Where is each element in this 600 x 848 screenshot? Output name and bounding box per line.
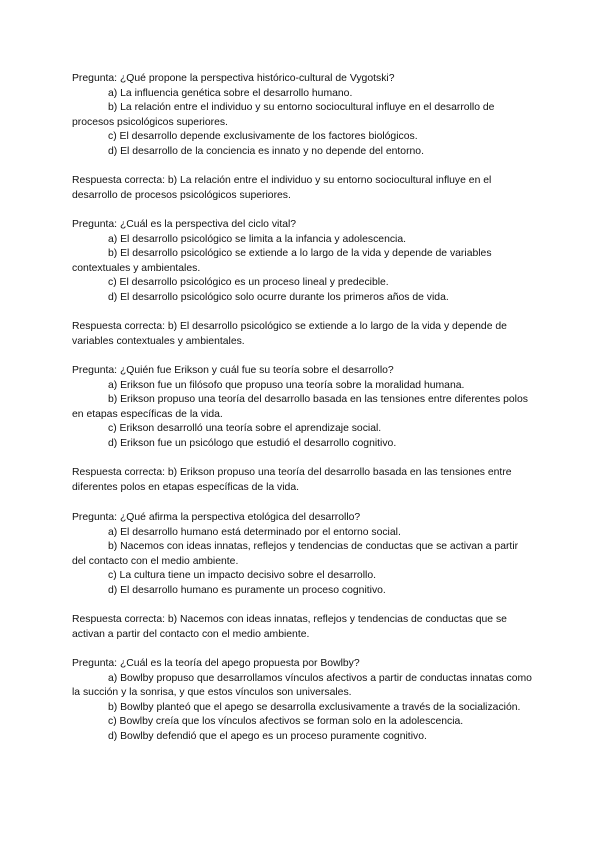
question-block-bowlby xyxy=(72,657,532,745)
question-block-vygotski xyxy=(72,72,532,160)
option-b: b) Nacemos con ideas innatas, reflejos y tendencias de conductas que se activan a partir del contacto con el medio ambiente. xyxy=(72,541,519,567)
option-d: d) El desarrollo humano es puramente un proceso cognitivo. xyxy=(108,584,386,596)
option-b: b) La relación entre el individuo y su entorno sociocultural influye en el desarrollo de procesos psicológicos superiores. xyxy=(72,102,495,128)
option-c: c) Erikson desarrolló una teoría sobre el aprendizaje social. xyxy=(108,423,382,435)
question-text: Pregunta: ¿Qué afirma la perspectiva etológica del desarrollo? xyxy=(72,512,361,523)
question-text: Pregunta: ¿Qué propone la perspectiva histórico-cultural de Vygotski? xyxy=(72,73,395,84)
option-d: d) El desarrollo de la conciencia es innato y no depende del entorno. xyxy=(108,145,424,157)
option-a: a) La influencia genética sobre el desarrollo humano. xyxy=(108,87,353,99)
question-block-erikson xyxy=(72,364,532,452)
option-c: c) La cultura tiene un impacto decisivo sobre el desarrollo. xyxy=(108,570,376,582)
option-a: a) Erikson fue un filósofo que propuso una teoría sobre la moralidad humana. xyxy=(108,379,465,391)
option-a: a) Bowlby propuso que desarrollamos vínculos afectivos a partir de conductas innatas como la succión y la sonrisa, y que estos vínculos son universales. xyxy=(72,672,532,699)
answer-block-ciclo-vital xyxy=(72,320,532,349)
option-d: d) El desarrollo psicológico solo ocurre durante los primeros años de vida. xyxy=(108,291,449,303)
answer-block-erikson xyxy=(72,466,532,495)
correct-answer: Respuesta correcta: b) La relación entre el individuo y su entorno sociocultural influye en el desarrollo de procesos psicológicos superiores. xyxy=(72,175,492,201)
option-c: c) Bowlby creía que los vínculos afectivos se forman solo en la adolescencia. xyxy=(108,716,464,728)
question-text: Pregunta: ¿Cuál es la teoría del apego propuesta por Bowlby? xyxy=(72,658,360,669)
correct-answer: Respuesta correcta: b) El desarrollo psicológico se extiende a lo largo de la vida y depende de variables contextuales y ambientales. xyxy=(72,321,507,347)
option-b: b) Erikson propuso una teoría del desarrollo basada en las tensiones entre diferentes polos en etapas específicas de la vida. xyxy=(72,394,528,420)
option-c: c) El desarrollo psicológico es un proceso lineal y predecible. xyxy=(108,277,389,289)
option-d: d) Bowlby defendió que el apego es un proceso puramente cognitivo. xyxy=(108,730,427,742)
option-b: b) El desarrollo psicológico se extiende a lo largo de la vida y depende de variables contextuales y ambientales. xyxy=(72,248,492,274)
option-b: b) Bowlby planteó que el apego se desarrolla exclusivamente a través de la socialización. xyxy=(108,701,521,713)
option-d: d) Erikson fue un psicólogo que estudió el desarrollo cognitivo. xyxy=(108,437,397,449)
question-text: Pregunta: ¿Quién fue Erikson y cuál fue su teoría sobre el desarrollo? xyxy=(72,365,394,376)
answer-block-etologica xyxy=(72,613,532,642)
question-block-etologica xyxy=(72,511,532,599)
correct-answer: Respuesta correcta: b) Erikson propuso una teoría del desarrollo basada en las tensiones entre diferentes polos en etapas específicas de la vida. xyxy=(72,467,512,493)
answer-block-vygotski xyxy=(72,174,532,203)
option-a: a) El desarrollo psicológico se limita a la infancia y adolescencia. xyxy=(108,233,407,245)
correct-answer: Respuesta correcta: b) Nacemos con ideas innatas, reflejos y tendencias de conductas que se activan a partir del contacto con el medio ambiente. xyxy=(72,614,507,640)
question-text: Pregunta: ¿Cuál es la perspectiva del ciclo vital? xyxy=(72,219,297,230)
option-a: a) El desarrollo humano está determinado por el entorno social. xyxy=(108,526,401,538)
option-c: c) El desarrollo depende exclusivamente de los factores biológicos. xyxy=(108,131,418,143)
question-block-ciclo-vital xyxy=(72,218,532,306)
